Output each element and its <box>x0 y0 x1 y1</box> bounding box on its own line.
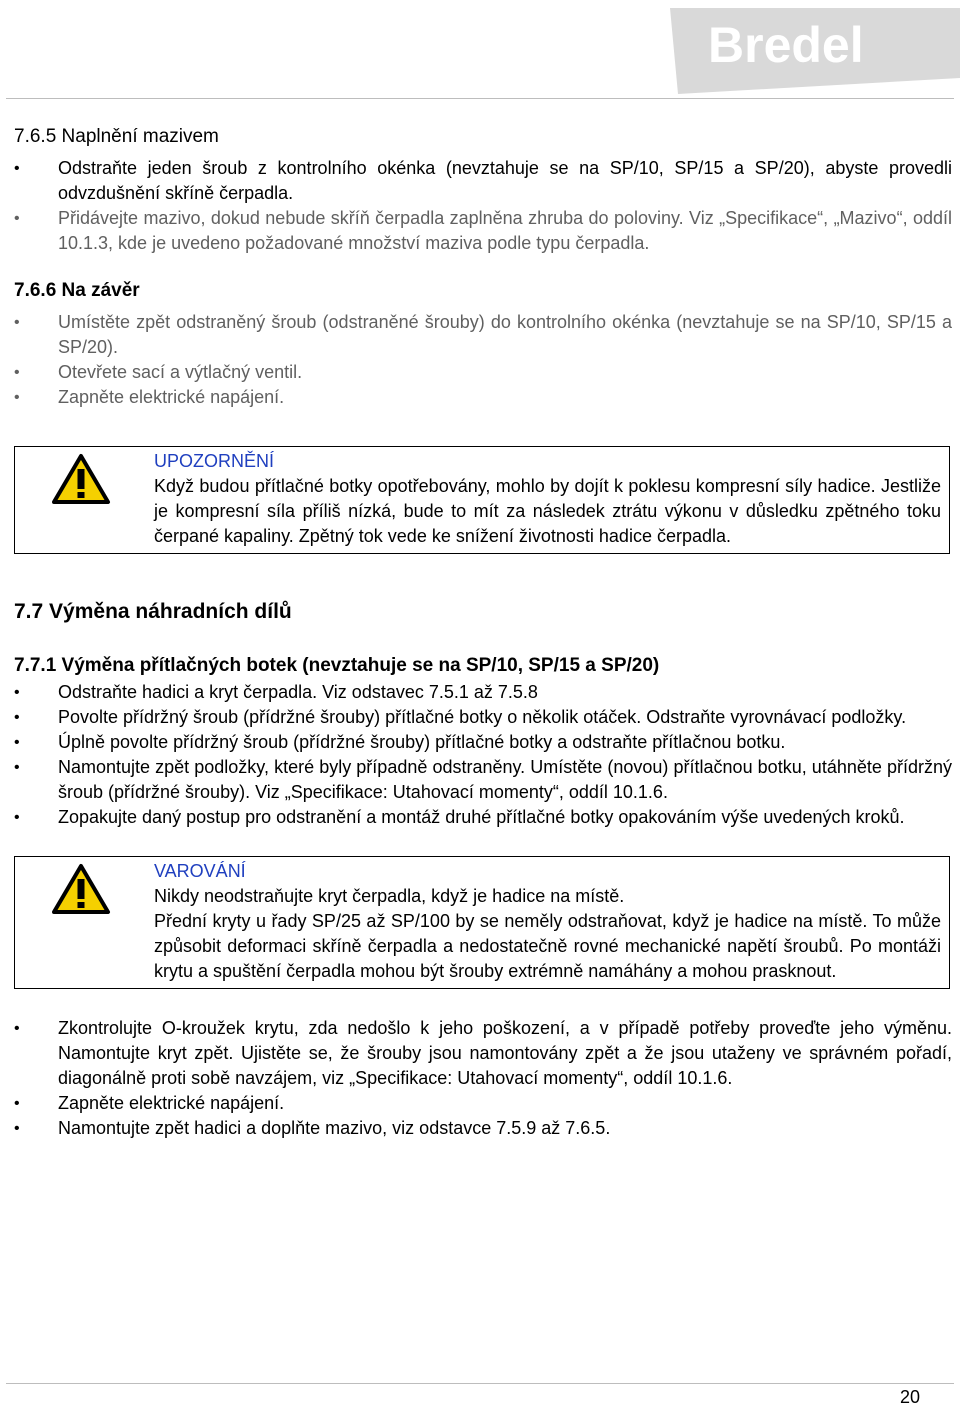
page-number: 20 <box>899 1387 920 1407</box>
warning-title: VAROVÁNÍ <box>154 861 246 881</box>
list-item: • Zapněte elektrické napájení. <box>14 1091 952 1116</box>
warning-line-1: Nikdy neodstraňujte kryt čerpadla, když je hadice na místě. <box>154 886 625 906</box>
list-item: • Odstraňte jeden šroub z kontrolního okénka (nevztahuje se na SP/10, SP/15 a SP/20), abyste provedli odvzdušnění skříně čerpadla. <box>14 156 952 206</box>
caution-box <box>14 446 950 554</box>
warning-triangle-icon <box>15 857 146 988</box>
list-item: • Namontujte zpět hadici a doplňte mazivo, viz odstavce 7.5.9 až 7.6.5. <box>14 1116 952 1141</box>
section-title-7-7-1: 7.7.1 Výměna přítlačných botek (nevztahuje se na SP/10, SP/15 a SP/20) <box>14 655 660 676</box>
logo-text: Bredel <box>708 17 864 73</box>
section-title-7-6-5: 7.6.5 Naplnění mazivem <box>14 126 219 147</box>
section-title-7-6-6: 7.6.6 Na závěr <box>14 280 140 301</box>
warning-line-2: Přední kryty u řady SP/25 až SP/100 by se neměly odstraňovat, když je hadice na místě. To může způsobit deformaci skříně čerpadla a nedostatečně rovné mechanické napětí šroubů. Po montáži krytu a spuštění čerpadla mohou být šrouby extrémně namáhány a mohou prasknout. <box>154 911 941 981</box>
warning-triangle-icon <box>15 447 146 553</box>
list-item: • Umístěte zpět odstraněný šroub (odstraněné šrouby) do kontrolního okénka (nevztahuje se na SP/10, SP/15 a SP/20). <box>14 310 952 360</box>
bredel-logo <box>664 6 960 94</box>
list-item: • Otevřete sací a výtlačný ventil. <box>14 360 952 385</box>
list-item: • Zopakujte daný postup pro odstranění a montáž druhé přítlačné botky opakováním výše uvedených kroků. <box>14 805 952 830</box>
list-7-7-1 <box>14 680 952 830</box>
warning-box <box>14 856 950 989</box>
list-final <box>14 1016 952 1141</box>
list-item: • Povolte přídržný šroub (přídržné šrouby) přítlačné botky o několik otáček. Odstraňte vyrovnávací podložky. <box>14 705 952 730</box>
list-item: • Přidávejte mazivo, dokud nebude skříň čerpadla zaplněna zhruba do poloviny. Viz „Specifikace“, „Mazivo“, oddíl 10.1.3, kde je uvedeno požadované množství maziva podle typu čerpadla. <box>14 206 952 256</box>
list-7-6-6 <box>14 310 952 410</box>
header-rule <box>6 98 954 99</box>
list-item: • Zkontrolujte O-kroužek krytu, zda nedošlo k jeho poškození, a v případě potřeby proveďte jeho výměnu. Namontujte kryt zpět. Ujistěte se, že šrouby jsou namontovány zpět a že jsou utaženy ve správném pořadí, diagonálně proti sobě navzájem, viz „Specifikace: Utahovací momenty“, oddíl 10.1.6. <box>14 1016 952 1091</box>
caution-text: Když budou přítlačné botky opotřebovány, mohlo by dojít k poklesu kompresní síly hadice. Jestliže je kompresní síla příliš nízká, bude to mít za následek ztrátu výkonu v důsledku zpětného toku čerpané kapaliny. Zpětný tok vede ke snížení životnosti hadice čerpadla. <box>154 476 941 546</box>
page-content <box>14 124 952 1141</box>
section-title-7-7: 7.7 Výměna náhradních dílů <box>14 600 292 623</box>
list-item: • Úplně povolte přídržný šroub (přídržné šrouby) přítlačné botky a odstraňte přítlačnou botku. <box>14 730 952 755</box>
caution-title: UPOZORNĚNÍ <box>154 451 275 471</box>
list-item: • Zapněte elektrické napájení. <box>14 385 952 410</box>
list-7-6-5 <box>14 156 952 256</box>
list-item: • Odstraňte hadici a kryt čerpadla. Viz odstavec 7.5.1 až 7.5.8 <box>14 680 952 705</box>
footer-rule <box>6 1383 954 1384</box>
list-item: • Namontujte zpět podložky, které byly případně odstraněny. Umístěte (novou) přítlačnou botku, utáhněte přídržný šroub (přídržné šrouby). Viz „Specifikace: Utahovací momenty“, oddíl 10.1.6. <box>14 755 952 805</box>
